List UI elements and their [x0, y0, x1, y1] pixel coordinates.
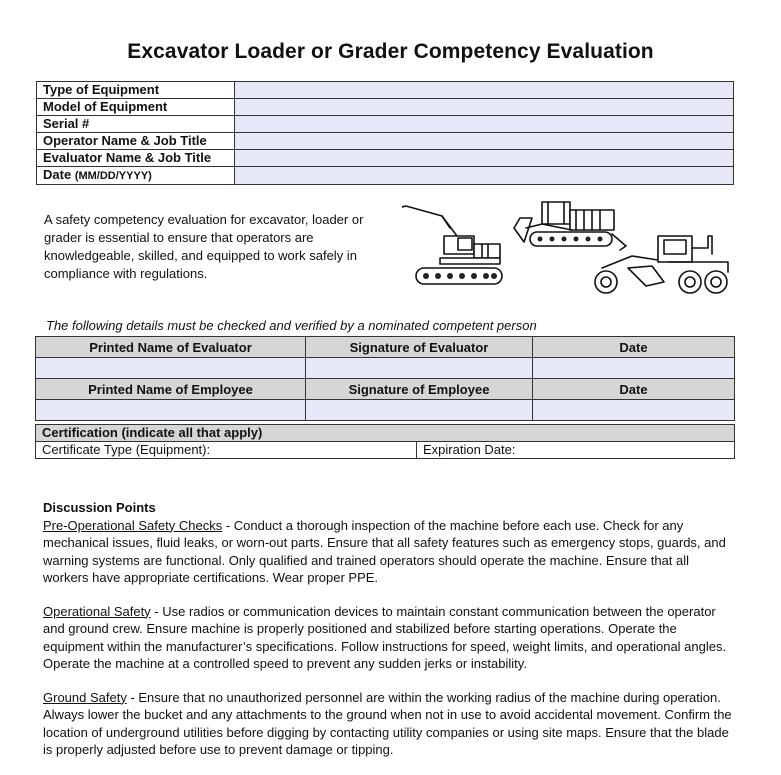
table-row: [37, 99, 734, 116]
heavy-equipment-illustration: [402, 196, 742, 304]
point-title: Pre-Operational Safety Checks: [43, 517, 223, 533]
point-title: Operational Safety: [43, 603, 151, 619]
table-row: [36, 379, 735, 400]
certification-header: Certification (indicate all that apply): [36, 425, 735, 442]
table-row: [37, 150, 734, 167]
bulldozer-icon: [514, 202, 626, 250]
table-row: [37, 167, 734, 185]
evaluator-signature-header: Signature of Evaluator: [306, 337, 533, 358]
page-title: Excavator Loader or Grader Competency Evaluation: [127, 40, 654, 63]
date-label-text: Date: [43, 167, 72, 182]
point-title: Ground Safety: [43, 689, 127, 705]
expiration-date-field[interactable]: Expiration Date:: [417, 442, 735, 459]
date-label: [37, 167, 235, 185]
operator-name-field[interactable]: [235, 133, 734, 150]
intro-text: A safety competency evaluation for excavator, loader or grader is essential to ensure that operators are knowledgeable, skilled, and equipped to work safely in compliance with regulations.: [44, 212, 364, 281]
discussion-section: [43, 499, 733, 775]
date-field[interactable]: [235, 167, 734, 185]
date-format-hint: (MM/DD/YYYY): [74, 170, 152, 182]
serial-number-field[interactable]: [235, 116, 734, 133]
signature-table: [35, 336, 735, 421]
certificate-type-field[interactable]: Certificate Type (Equipment):: [36, 442, 417, 459]
evaluator-name-label: Evaluator Name & Job Title: [37, 150, 235, 167]
evaluator-date-field[interactable]: [533, 358, 735, 379]
discussion-heading: Discussion Points: [43, 500, 156, 515]
employee-name-field[interactable]: [36, 400, 306, 421]
employee-date-header: Date: [533, 379, 735, 400]
table-row: [37, 82, 734, 99]
table-row: [37, 133, 734, 150]
point-text: - Use radios or communication devices to maintain constant communication between the operator and ground crew. Ensure machine is properly positioned and stabilized before starting operations. Operate the equipment within the manufacturer’s specifications. Follow instructions for speed, weight limits, and operational angles. Operate the machine at a controlled speed to prevent any sudden jerks or instability.: [43, 603, 727, 671]
evaluator-name-field[interactable]: [235, 150, 734, 167]
evaluator-signature-field[interactable]: [306, 358, 533, 379]
table-row: [36, 358, 735, 379]
table-row: [36, 337, 735, 358]
equipment-info-table: [36, 81, 734, 185]
verification-note: The following details must be checked and verified by a nominated competent person: [46, 318, 537, 333]
evaluator-date-header: Date: [533, 337, 735, 358]
discussion-point: [43, 517, 733, 587]
employee-signature-header: Signature of Employee: [306, 379, 533, 400]
grader-icon: [595, 236, 728, 293]
point-text: - Ensure that no unauthorized personnel are within the working radius of the machine during operation. Always lower the bucket and any attachments to the ground when not in use to avoid accidental movement. Confirm the location of underground utilities before digging by contacting utility companies or using site maps. Ensure that the blade is properly adjusted before use to prevent damage or tipping.: [43, 689, 732, 757]
model-of-equipment-field[interactable]: [235, 99, 734, 116]
point-text: - Conduct a thorough inspection of the machine before each use. Check for any mechanical issues, fluid leaks, or worn-out parts. Ensure that all safety features such as emergency stops, guards, and warning systems are functional. Only qualified and trained operators should operate the machine. Ensure that all workers have appropriate certifications. Wear proper PPE.: [43, 517, 726, 585]
table-row: [36, 425, 735, 442]
table-row: [36, 442, 735, 459]
employee-signature-field[interactable]: [306, 400, 533, 421]
model-of-equipment-label: Model of Equipment: [37, 99, 235, 116]
employee-name-header: Printed Name of Employee: [36, 379, 306, 400]
discussion-point: [43, 689, 733, 759]
table-row: [37, 116, 734, 133]
evaluator-name-header: Printed Name of Evaluator: [36, 337, 306, 358]
type-of-equipment-label: Type of Equipment: [37, 82, 235, 99]
certification-table: [35, 424, 735, 459]
table-row: [36, 400, 735, 421]
discussion-point: [43, 603, 733, 673]
operator-name-label: Operator Name & Job Title: [37, 133, 235, 150]
serial-number-label: Serial #: [37, 116, 235, 133]
employee-date-field[interactable]: [533, 400, 735, 421]
evaluator-name-field[interactable]: [36, 358, 306, 379]
excavator-icon: [402, 206, 502, 284]
type-of-equipment-field[interactable]: [235, 82, 734, 99]
